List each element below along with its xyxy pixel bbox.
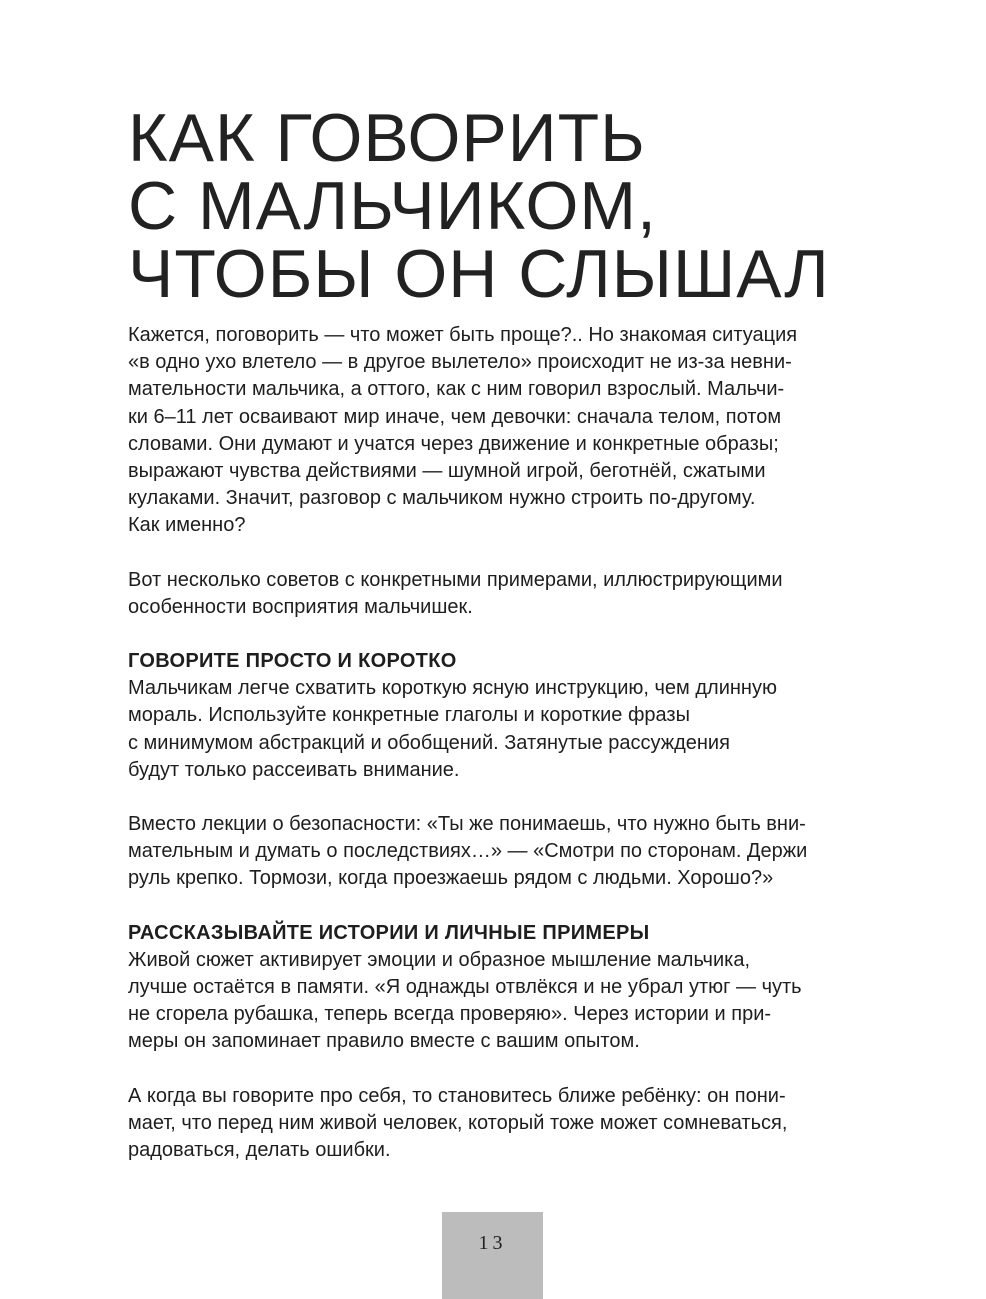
- text-line: Мальчикам легче схватить короткую ясную инструкцию, чем длинную: [128, 677, 777, 700]
- intro-paragraph: [128, 322, 868, 540]
- title-line: С МАЛЬЧИКОМ,: [128, 168, 657, 244]
- page-title: [128, 100, 830, 312]
- example-paragraph: [128, 811, 868, 893]
- text-line: Кажется, поговорить — что может быть проще?.. Но знакомая ситуация: [128, 324, 798, 346]
- page-number: 13: [478, 1232, 507, 1254]
- text-line: мораль. Используйте конкретные глаголы и короткие фразы: [128, 704, 690, 727]
- section-heading: ГОВОРИТЕ ПРОСТО И КОРОТКО: [128, 650, 457, 673]
- closing-paragraph: [128, 1083, 868, 1165]
- text-line: мательным и думать о последствиях…» — «Смотри по сторонам. Держи: [128, 840, 808, 863]
- text-line: кулаками. Значит, разговор с мальчиком нужно строить по-другому.: [128, 487, 756, 510]
- text-line: будут только рассеивать внимание.: [128, 758, 460, 781]
- text-line: радоваться, делать ошибки.: [128, 1139, 391, 1162]
- text-line: Как именно?: [128, 514, 246, 537]
- text-line: Живой сюжет активирует эмоции и образное мышление мальчика,: [128, 948, 751, 971]
- text-line: мательности мальчика, а оттого, как с ним говорил взрослый. Мальчи-: [128, 378, 785, 401]
- page-number-box: [442, 1212, 543, 1299]
- text-line: лучше остаётся в памяти. «Я однажды отвлёкся и не убрал утюг — чуть: [128, 976, 802, 999]
- text-line: Вместо лекции о безопасности: «Ты же понимаешь, что нужно быть вни-: [128, 813, 806, 836]
- section-heading: РАССКАЗЫВАЙТЕ ИСТОРИИ И ЛИЧНЫЕ ПРИМЕРЫ: [128, 921, 650, 944]
- title-line: ЧТОБЫ ОН СЛЫШАЛ: [128, 236, 830, 312]
- title-line: КАК ГОВОРИТЬ: [128, 100, 646, 176]
- text-line: руль крепко. Тормози, когда проезжаешь рядом с людьми. Хорошо?»: [128, 867, 774, 890]
- text-line: «в одно ухо влетело — в другое вылетело» происходит не из-за невни-: [128, 351, 792, 374]
- text-line: мает, что перед ним живой человек, который тоже может сомневаться,: [128, 1111, 788, 1134]
- text-line: Вот несколько советов с конкретными примерами, иллюстрирующими: [128, 568, 783, 591]
- text-line: с минимумом абстракций и обобщений. Затянутые рассуждения: [128, 731, 730, 754]
- section-speak-simply: [128, 648, 868, 784]
- text-line: не сгорела рубашка, теперь всегда проверяю». Через истории и при-: [128, 1003, 772, 1026]
- text-line: ки 6–11 лет осваивают мир иначе, чем девочки: сначала телом, потом: [128, 405, 782, 428]
- text-line: особенности восприятия мальчишек.: [128, 595, 473, 618]
- text-line: А когда вы говорите про себя, то становитесь ближе ребёнку: он пони-: [128, 1084, 786, 1107]
- tips-intro-paragraph: [128, 567, 868, 621]
- text-line: словами. Они думают и учатся через движение и конкретные образы;: [128, 432, 779, 455]
- text-line: выражают чувства действиями — шумной игрой, беготнёй, сжатыми: [128, 460, 766, 483]
- text-line: меры он запоминает правило вместе с вашим опытом.: [128, 1030, 640, 1053]
- article-body: [128, 322, 868, 1191]
- section-stories: [128, 920, 868, 1056]
